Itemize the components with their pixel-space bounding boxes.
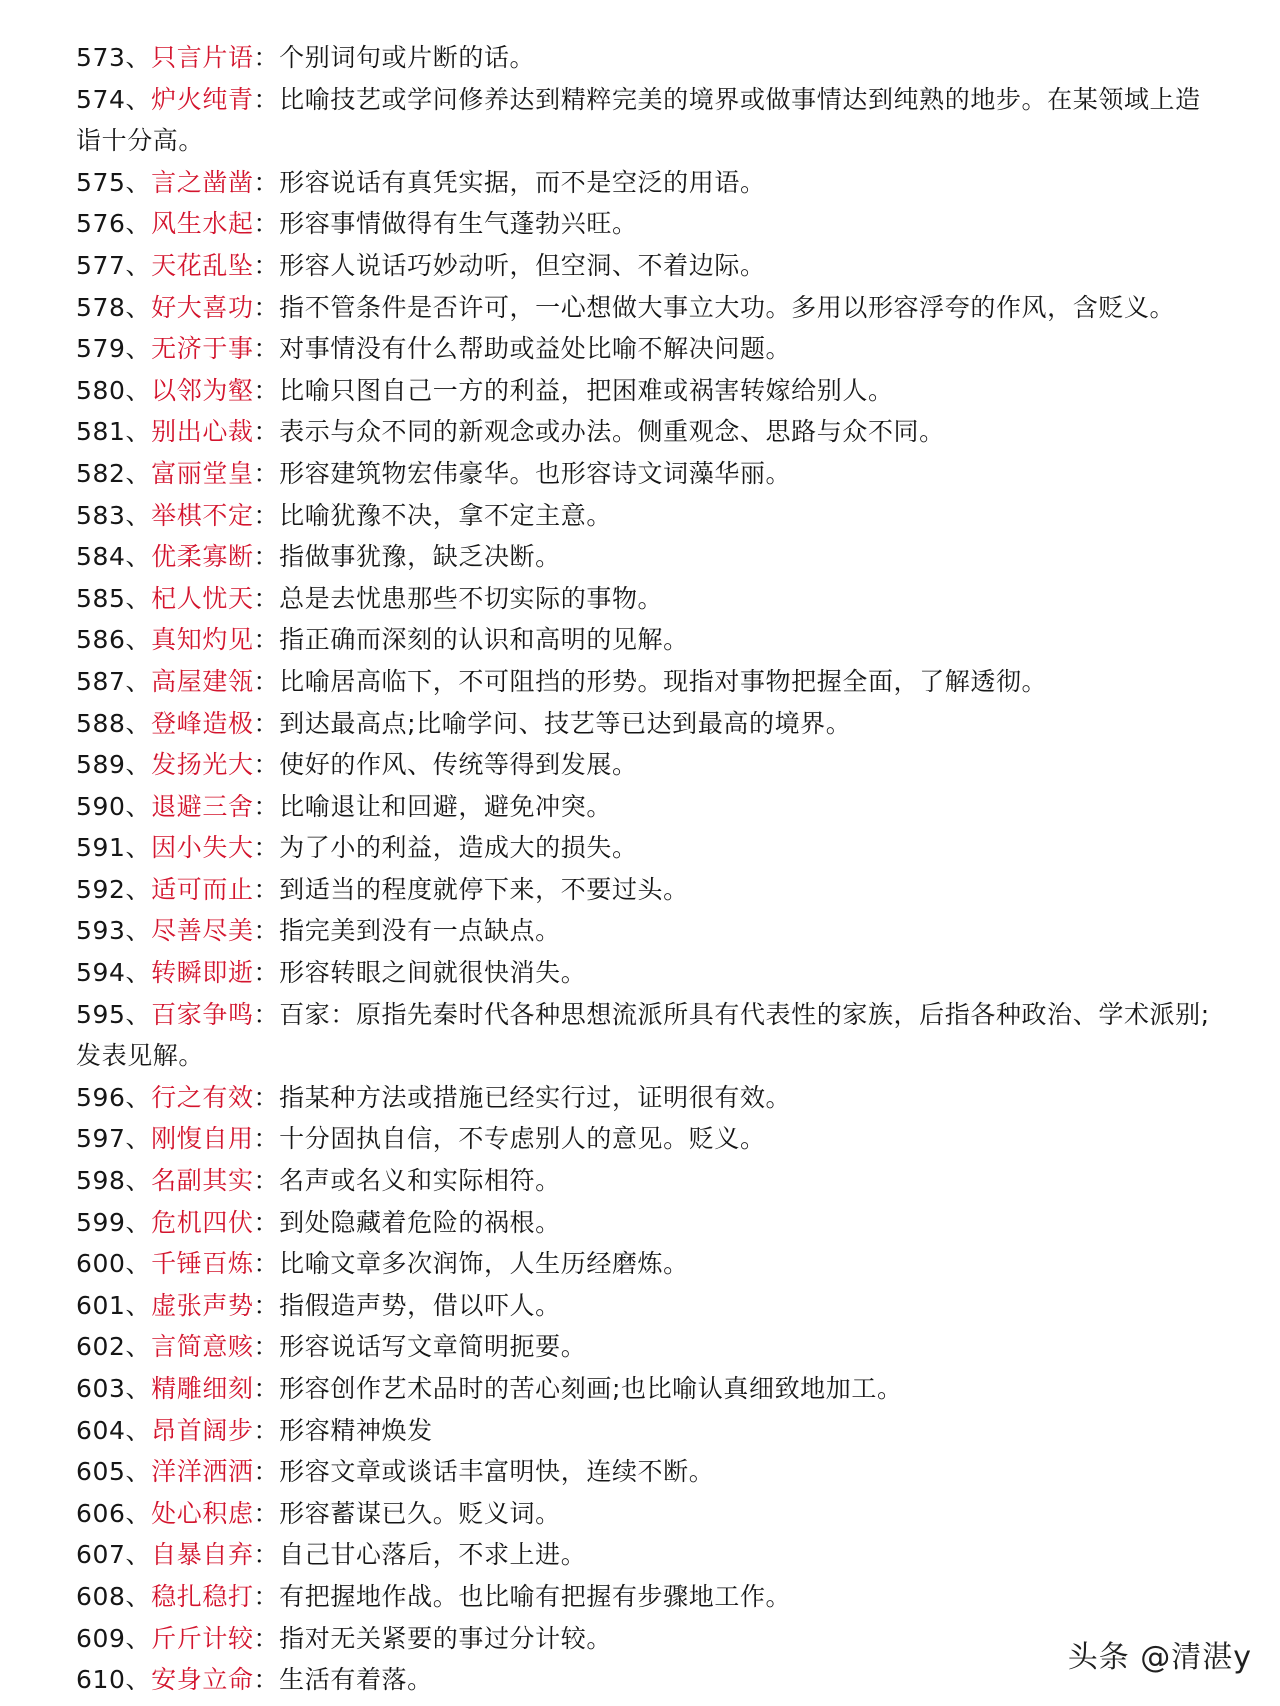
entry-colon: ： (253, 43, 280, 72)
idiom-definition: 百家：原指先秦时代各种思想流派所具有代表性的家族，后指各种政治、学术派别;发表见解。 (76, 999, 1210, 1071)
entry-number: 590 (76, 791, 126, 821)
entry-number: 599 (76, 1207, 126, 1237)
entry-colon: ： (253, 1249, 280, 1279)
idiom-definition: 指做事犹豫，缺乏决断。 (279, 542, 561, 572)
entry-colon: ： (253, 417, 280, 447)
idiom-definition: 形容说话写文章简明扼要。 (279, 1332, 587, 1362)
idiom-entry (76, 536, 1220, 578)
idiom-definition: 指完美到没有一点缺点。 (279, 916, 561, 946)
idiom-term: 高屋建瓴 (151, 666, 254, 696)
entry-number: 608 (76, 1581, 126, 1611)
entry-colon: ： (253, 1623, 280, 1653)
entry-separator: 、 (125, 1581, 152, 1611)
idiom-entry (76, 952, 1220, 994)
entry-number: 607 (76, 1540, 126, 1570)
idiom-definition: 名声或名义和实际相符。 (279, 1166, 561, 1196)
idiom-term: 稳扎稳打 (151, 1581, 254, 1611)
entry-number: 603 (76, 1374, 126, 1403)
idiom-definition: 形容事情做得有生气蓬勃兴旺。 (279, 209, 638, 239)
idiom-definition: 形容建筑物宏伟豪华。也形容诗文词藻华丽。 (279, 458, 792, 488)
idiom-term: 无济于事 (151, 334, 254, 364)
idiom-definition: 有把握地作战。也比喻有把握有步骤地工作。 (279, 1581, 792, 1611)
idiom-entry (76, 287, 1220, 329)
entry-number: 580 (76, 375, 126, 405)
entry-colon: ： (253, 209, 280, 239)
idiom-list (76, 37, 1220, 1701)
idiom-term: 危机四伏 (151, 1207, 254, 1237)
idiom-entry (76, 162, 1220, 204)
entry-number: 604 (76, 1415, 126, 1445)
idiom-definition: 十分固执自信，不专虑别人的意见。贬义。 (279, 1124, 766, 1154)
idiom-entry (76, 1493, 1220, 1535)
entry-separator: 、 (125, 1290, 152, 1320)
idiom-definition: 形容说话有真凭实据，而不是空泛的用语。 (279, 167, 766, 197)
idiom-term: 精雕细刻 (151, 1374, 254, 1403)
entry-separator: 、 (125, 167, 152, 197)
idiom-definition: 表示与众不同的新观念或办法。侧重观念、思路与众不同。 (279, 417, 945, 447)
idiom-term: 洋洋洒洒 (151, 1457, 254, 1487)
idiom-term: 好大喜功 (151, 292, 254, 322)
idiom-term: 百家争鸣 (151, 999, 254, 1029)
idiom-term: 虚张声势 (151, 1290, 254, 1320)
entry-number: 585 (76, 583, 126, 613)
entry-colon: ： (253, 958, 280, 988)
idiom-definition: 比喻犹豫不决，拿不定主意。 (279, 500, 612, 530)
idiom-entry (76, 910, 1220, 952)
entry-separator: 、 (125, 250, 152, 280)
entry-number: 600 (76, 1249, 126, 1279)
entry-number: 578 (76, 292, 126, 322)
entry-separator: 、 (125, 1665, 152, 1695)
entry-colon: ： (253, 583, 280, 613)
idiom-definition: 形容文章或谈话丰富明快，连续不断。 (279, 1457, 715, 1487)
entry-separator: 、 (125, 583, 152, 613)
idiom-term: 斤斤计较 (151, 1623, 254, 1653)
entry-number: 591 (76, 833, 126, 863)
entry-separator: 、 (125, 1415, 152, 1445)
idiom-definition: 自己甘心落后，不求上进。 (279, 1540, 587, 1570)
idiom-definition: 指正确而深刻的认识和高明的见解。 (279, 625, 689, 655)
entry-number: 583 (76, 500, 126, 530)
idiom-term: 处心积虑 (151, 1498, 254, 1528)
idiom-term: 千锤百炼 (151, 1249, 254, 1279)
entry-separator: 、 (125, 1166, 152, 1196)
entry-separator: 、 (125, 874, 152, 904)
entry-number: 601 (76, 1290, 126, 1320)
entry-number: 577 (76, 250, 126, 280)
idiom-term: 昂首阔步 (151, 1415, 254, 1445)
idiom-entry (76, 495, 1220, 537)
entry-colon: ： (253, 458, 280, 488)
entry-colon: ： (253, 874, 280, 904)
entry-separator: 、 (125, 1457, 152, 1487)
idiom-definition: 形容人说话巧妙动听，但空洞、不着边际。 (279, 250, 766, 280)
entry-number: 596 (76, 1082, 126, 1112)
idiom-term: 言简意赅 (151, 1332, 254, 1362)
entry-separator: 、 (125, 458, 152, 488)
idiom-entry (76, 1659, 1220, 1701)
entry-colon: ： (253, 1498, 280, 1528)
idiom-entry (76, 411, 1220, 453)
entry-separator: 、 (125, 708, 152, 738)
idiom-term: 举棋不定 (151, 500, 254, 530)
entry-colon: ： (253, 625, 280, 655)
idiom-entry (76, 827, 1220, 869)
idiom-term: 尽善尽美 (151, 916, 254, 946)
entry-separator: 、 (125, 1623, 152, 1653)
idiom-term: 别出心裁 (151, 417, 254, 447)
entry-colon: ： (253, 1082, 280, 1112)
idiom-term: 行之有效 (151, 1082, 254, 1112)
idiom-definition: 总是去忧患那些不切实际的事物。 (279, 583, 664, 613)
idiom-term: 以邻为壑 (151, 375, 254, 405)
idiom-term: 言之凿凿 (151, 167, 254, 197)
entry-colon: ： (253, 84, 280, 114)
entry-number: 597 (76, 1124, 126, 1154)
entry-number: 589 (76, 750, 126, 780)
entry-number: 602 (76, 1332, 126, 1362)
entry-colon: ： (253, 334, 280, 364)
entry-number: 582 (76, 458, 126, 488)
entry-colon: ： (253, 666, 280, 696)
idiom-definition: 生活有着落。 (279, 1665, 433, 1695)
idiom-definition: 个别词句或片断的话。 (279, 43, 536, 72)
idiom-entry (76, 328, 1220, 370)
idiom-definition: 使好的作风、传统等得到发展。 (279, 750, 638, 780)
entry-separator: 、 (125, 666, 152, 696)
entry-separator: 、 (125, 750, 152, 780)
idiom-definition: 比喻只图自己一方的利益，把困难或祸害转嫁给别人。 (279, 375, 894, 405)
entry-number: 587 (76, 666, 126, 696)
idiom-entry (76, 453, 1220, 495)
idiom-definition: 为了小的利益，造成大的损失。 (279, 833, 638, 863)
idiom-definition: 指假造声势，借以吓人。 (279, 1290, 561, 1320)
entry-number: 579 (76, 334, 126, 364)
entry-separator: 、 (125, 500, 152, 530)
entry-number: 609 (76, 1623, 126, 1653)
idiom-entry (76, 869, 1220, 911)
idiom-entry (76, 744, 1220, 786)
idiom-entry (76, 619, 1220, 661)
idiom-entry (76, 245, 1220, 287)
entry-number: 581 (76, 417, 126, 447)
idiom-entry (76, 1618, 1220, 1660)
idiom-term: 炉火纯青 (151, 84, 254, 114)
entry-separator: 、 (125, 292, 152, 322)
entry-separator: 、 (125, 1124, 152, 1154)
entry-colon: ： (253, 833, 280, 863)
idiom-entry (76, 1326, 1220, 1368)
entry-separator: 、 (125, 1249, 152, 1279)
entry-colon: ： (253, 500, 280, 530)
entry-colon: ： (253, 1374, 280, 1403)
idiom-entry (76, 578, 1220, 620)
idiom-definition: 比喻文章多次润饰，人生历经磨炼。 (279, 1249, 689, 1279)
entry-number: 598 (76, 1166, 126, 1196)
entry-colon: ： (253, 542, 280, 572)
entry-number: 576 (76, 209, 126, 239)
entry-number: 574 (76, 84, 126, 114)
idiom-term: 天花乱坠 (151, 250, 254, 280)
entry-separator: 、 (125, 625, 152, 655)
entry-colon: ： (253, 1124, 280, 1154)
idiom-term: 转瞬即逝 (151, 958, 254, 988)
idiom-entry (76, 703, 1220, 745)
idiom-definition: 形容转眼之间就很快消失。 (279, 958, 587, 988)
entry-colon: ： (253, 1166, 280, 1196)
entry-number: 593 (76, 916, 126, 946)
idiom-definition: 指某种方法或措施已经实行过，证明很有效。 (279, 1082, 792, 1112)
entry-separator: 、 (125, 334, 152, 364)
entry-colon: ： (253, 1415, 280, 1445)
idiom-entry (76, 203, 1220, 245)
entry-separator: 、 (125, 542, 152, 572)
entry-separator: 、 (125, 916, 152, 946)
entry-separator: 、 (125, 1207, 152, 1237)
idiom-entry (76, 1451, 1220, 1493)
entry-colon: ： (253, 1581, 280, 1611)
entry-number: 586 (76, 625, 126, 655)
entry-number: 594 (76, 958, 126, 988)
entry-number: 595 (76, 999, 126, 1029)
idiom-definition: 比喻技艺或学问修养达到精粹完美的境界或做事情达到纯熟的地步。在某领域上造诣十分高。 (76, 84, 1201, 156)
idiom-entry (76, 1118, 1220, 1160)
idiom-definition: 到达最高点;比喻学问、技艺等已达到最高的境界。 (279, 708, 852, 738)
idiom-term: 只言片语 (151, 43, 254, 72)
idiom-entry (76, 79, 1220, 162)
idiom-definition: 对事情没有什么帮助或益处比喻不解决问题。 (279, 334, 792, 364)
idiom-definition: 到适当的程度就停下来，不要过头。 (279, 874, 689, 904)
idiom-entry (76, 1160, 1220, 1202)
entry-colon: ： (253, 250, 280, 280)
idiom-entry (76, 994, 1220, 1077)
idiom-entry (76, 37, 1220, 79)
entry-colon: ： (253, 292, 280, 322)
entry-colon: ： (253, 1665, 280, 1695)
idiom-term: 发扬光大 (151, 750, 254, 780)
entry-colon: ： (253, 1332, 280, 1362)
entry-colon: ： (253, 750, 280, 780)
watermark: 头条 @清湛y (1067, 1640, 1252, 1675)
entry-number: 605 (76, 1457, 126, 1487)
entry-separator: 、 (125, 209, 152, 239)
idiom-definition: 形容精神焕发 (279, 1415, 433, 1445)
idiom-entry (76, 1202, 1220, 1244)
entry-separator: 、 (125, 833, 152, 863)
entry-separator: 、 (125, 1332, 152, 1362)
entry-separator: 、 (125, 999, 152, 1029)
entry-colon: ： (253, 1207, 280, 1237)
idiom-entry (76, 786, 1220, 828)
idiom-term: 刚愎自用 (151, 1124, 254, 1154)
idiom-term: 名副其实 (151, 1166, 254, 1196)
entry-separator: 、 (125, 417, 152, 447)
idiom-entry (76, 1368, 1220, 1410)
idiom-term: 优柔寡断 (151, 542, 254, 572)
idiom-entry (76, 1077, 1220, 1119)
idiom-entry (76, 370, 1220, 412)
entry-colon: ： (253, 999, 280, 1029)
entry-colon: ： (253, 708, 280, 738)
entry-colon: ： (253, 1540, 280, 1570)
entry-separator: 、 (125, 791, 152, 821)
entry-separator: 、 (125, 84, 152, 114)
idiom-term: 杞人忧天 (151, 583, 254, 613)
idiom-entry (76, 1410, 1220, 1452)
entry-separator: 、 (125, 1540, 152, 1570)
entry-number: 610 (76, 1665, 126, 1695)
entry-colon: ： (253, 916, 280, 946)
entry-number: 575 (76, 167, 126, 197)
idiom-term: 安身立命 (151, 1665, 254, 1695)
idiom-definition: 比喻退让和回避，避免冲突。 (279, 791, 612, 821)
entry-separator: 、 (125, 1374, 152, 1403)
entry-colon: ： (253, 791, 280, 821)
idiom-entry (76, 1285, 1220, 1327)
idiom-entry (76, 1576, 1220, 1618)
entry-separator: 、 (125, 958, 152, 988)
entry-number: 588 (76, 708, 126, 738)
entry-separator: 、 (125, 1498, 152, 1528)
idiom-definition: 指不管条件是否许可，一心想做大事立大功。多用以形容浮夸的作风，含贬义。 (279, 292, 1176, 322)
idiom-term: 自暴自弃 (151, 1540, 254, 1570)
idiom-entry (76, 1534, 1220, 1576)
entry-colon: ： (253, 1290, 280, 1320)
idiom-definition: 形容创作艺术品时的苦心刻画;也比喻认真细致地加工。 (279, 1374, 903, 1403)
idiom-term: 因小失大 (151, 833, 254, 863)
entry-separator: 、 (125, 43, 152, 72)
idiom-definition: 指对无关紧要的事过分计较。 (279, 1623, 612, 1653)
entry-separator: 、 (125, 1082, 152, 1112)
idiom-term: 适可而止 (151, 874, 254, 904)
idiom-definition: 比喻居高临下，不可阻挡的形势。现指对事物把握全面，了解透彻。 (279, 666, 1048, 696)
idiom-definition: 形容蓄谋已久。贬义词。 (279, 1498, 561, 1528)
entry-number: 592 (76, 874, 126, 904)
idiom-entry (76, 661, 1220, 703)
entry-colon: ： (253, 375, 280, 405)
idiom-definition: 到处隐藏着危险的祸根。 (279, 1207, 561, 1237)
entry-number: 584 (76, 542, 126, 572)
idiom-term: 登峰造极 (151, 708, 254, 738)
entry-number: 606 (76, 1498, 126, 1528)
entry-number: 573 (76, 43, 126, 72)
idiom-entry (76, 1243, 1220, 1285)
idiom-term: 退避三舍 (151, 791, 254, 821)
entry-colon: ： (253, 167, 280, 197)
entry-separator: 、 (125, 375, 152, 405)
idiom-term: 风生水起 (151, 209, 254, 239)
idiom-term: 富丽堂皇 (151, 458, 254, 488)
entry-colon: ： (253, 1457, 280, 1487)
idiom-term: 真知灼见 (151, 625, 254, 655)
